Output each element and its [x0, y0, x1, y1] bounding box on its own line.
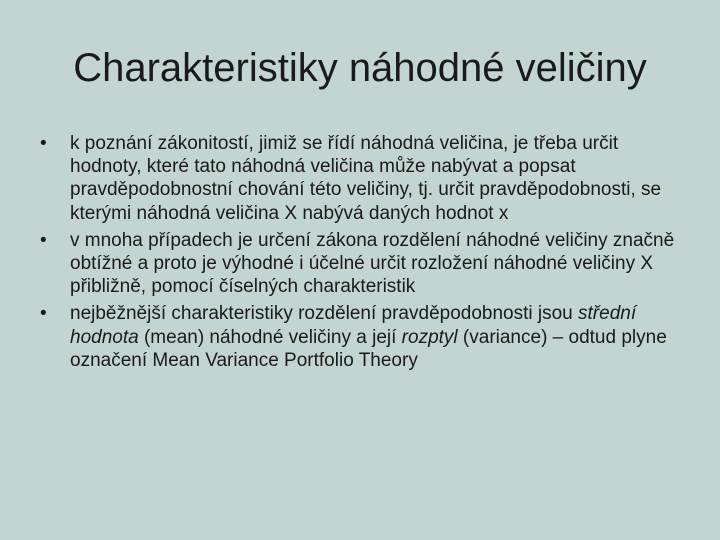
bullet-list	[38, 132, 688, 376]
bullet-text: k poznání zákonitostí, jimiž se řídí náhodná veličina, je třeba určit hodnoty, které tato náhodná veličina může nabývat a popsat pravděpodobnostní chování této veličiny, tj. určit pravděpodobnosti, se kterými náhodná veličina X nabývá daných hodnot x	[70, 133, 662, 224]
bullet-item	[38, 229, 688, 299]
bullet-marker: •	[40, 303, 47, 325]
bullet-item	[38, 132, 688, 225]
bullet-text-part: nejběžnější charakteristiky rozdělení pravděpodobnosti jsou	[70, 303, 579, 325]
slide-title: Charakteristiky náhodné veličiny	[73, 46, 647, 90]
emphasis-variance: rozptyl	[401, 326, 458, 348]
bullet-item	[38, 302, 688, 372]
bullet-marker: •	[40, 229, 47, 251]
bullet-text	[70, 302, 688, 372]
bullet-text-part: (mean) náhodné veličiny a její	[138, 326, 402, 348]
emphasis-mean: střední hodnota	[70, 303, 637, 348]
bullet-text-part: (variance) – odtud plyne označení Mean Variance Portfolio Theory	[70, 326, 667, 371]
bullet-marker: •	[40, 133, 47, 154]
bullet-text: v mnoha případech je určení zákona rozdělení náhodné veličiny značně obtížné a proto je výhodné i účelné určit rozložení náhodné veličiny X přibližně, pomocí číselných charakteristik	[70, 229, 675, 298]
